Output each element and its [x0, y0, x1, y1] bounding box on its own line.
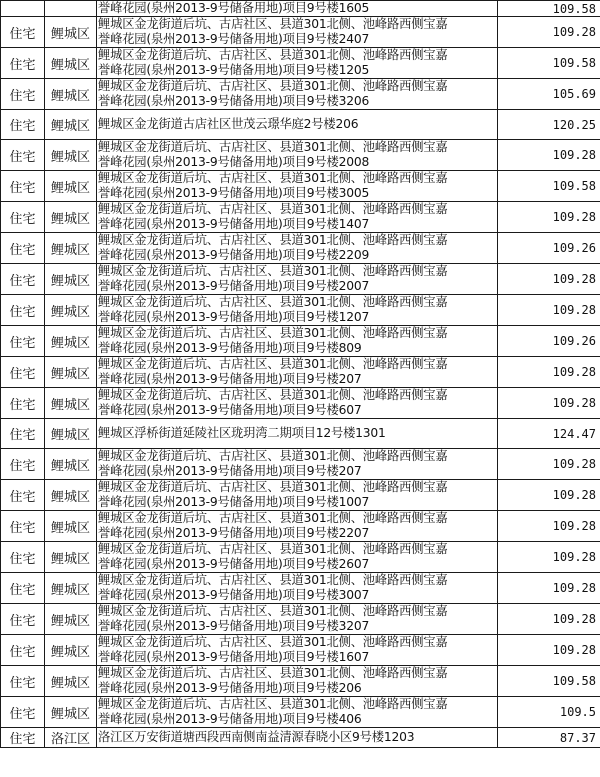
property-type-cell: 住宅 [1, 202, 45, 233]
property-type-cell: 住宅 [1, 17, 45, 48]
property-type-cell: 住宅 [1, 728, 45, 748]
location-cell [97, 511, 498, 542]
location-cell [97, 233, 498, 264]
location-cell [97, 48, 498, 79]
location-line: 鲤城区金龙街道后坑、古店社区、县道301北侧、池峰路西侧宝嘉 [98, 542, 448, 556]
area-cell: 109.26 [498, 233, 600, 264]
area-cell: 87.37 [498, 728, 600, 748]
location-line: 誉峰花园(泉州2013-9号储备用地)项目9号楼809 [98, 341, 362, 355]
district-cell: 鲤城区 [45, 357, 97, 388]
area-cell: 109.28 [498, 17, 600, 48]
location-line: 鲤城区金龙街道后坑、古店社区、县道301北侧、池峰路西侧宝嘉 [98, 666, 448, 680]
district-cell: 鲤城区 [45, 202, 97, 233]
table-row [1, 604, 600, 635]
table-row [1, 419, 600, 449]
location-cell [97, 666, 498, 697]
district-cell: 鲤城区 [45, 480, 97, 511]
location-cell [97, 1, 498, 17]
district-cell: 鲤城区 [45, 697, 97, 728]
table-row [1, 1, 600, 17]
location-line: 鲤城区金龙街道后坑、古店社区、县道301北侧、池峰路西侧宝嘉 [98, 264, 448, 278]
location-line: 誉峰花园(泉州2013-9号储备用地)项目9号楼2207 [98, 526, 370, 540]
property-type-cell: 住宅 [1, 419, 45, 449]
location-line: 鲤城区金龙街道后坑、古店社区、县道301北侧、池峰路西侧宝嘉 [98, 48, 448, 62]
property-type-cell: 住宅 [1, 388, 45, 419]
location-cell [97, 171, 498, 202]
table-row [1, 449, 600, 480]
location-line: 誉峰花园(泉州2013-9号储备用地)项目9号楼1407 [98, 217, 370, 231]
table-row [1, 542, 600, 573]
location-cell [97, 573, 498, 604]
location-cell [97, 202, 498, 233]
property-type-cell: 住宅 [1, 635, 45, 666]
location-cell [97, 110, 498, 140]
area-cell: 109.28 [498, 542, 600, 573]
location-line: 鲤城区金龙街道后坑、古店社区、县道301北侧、池峰路西侧宝嘉 [98, 449, 448, 463]
location-line: 誉峰花园(泉州2013-9号储备用地)项目9号楼2407 [98, 32, 370, 46]
location-line: 誉峰花园(泉州2013-9号储备用地)项目9号楼1207 [98, 310, 370, 324]
location-line: 鲤城区金龙街道后坑、古店社区、县道301北侧、池峰路西侧宝嘉 [98, 79, 448, 93]
location-cell [97, 728, 498, 748]
table-row [1, 295, 600, 326]
location-line: 誉峰花园(泉州2013-9号储备用地)项目9号楼406 [98, 712, 362, 726]
location-line: 誉峰花园(泉州2013-9号储备用地)项目9号楼3005 [98, 186, 370, 200]
location-cell [97, 17, 498, 48]
location-line: 鲤城区金龙街道后坑、古店社区、县道301北侧、池峰路西侧宝嘉 [98, 171, 448, 185]
location-cell [97, 635, 498, 666]
table-row [1, 635, 600, 666]
area-cell: 109.28 [498, 573, 600, 604]
table-row [1, 697, 600, 728]
area-cell: 109.28 [498, 388, 600, 419]
location-cell [97, 388, 498, 419]
location-line: 誉峰花园(泉州2013-9号储备用地)项目9号楼607 [98, 403, 362, 417]
area-cell: 109.28 [498, 449, 600, 480]
table-row [1, 326, 600, 357]
district-cell: 鲤城区 [45, 17, 97, 48]
table-row [1, 110, 600, 140]
location-line: 鲤城区金龙街道后坑、古店社区、县道301北侧、池峰路西侧宝嘉 [98, 697, 448, 711]
property-type-cell: 住宅 [1, 697, 45, 728]
district-cell: 鲤城区 [45, 419, 97, 449]
district-cell: 鲤城区 [45, 326, 97, 357]
table-row [1, 264, 600, 295]
property-type-cell: 住宅 [1, 79, 45, 110]
location-line: 誉峰花园(泉州2013-9号储备用地)项目9号楼207 [98, 372, 362, 386]
property-type-cell: 住宅 [1, 140, 45, 171]
district-cell: 鲤城区 [45, 233, 97, 264]
district-cell: 鲤城区 [45, 511, 97, 542]
location-cell [97, 697, 498, 728]
location-line: 鲤城区金龙街道后坑、古店社区、县道301北侧、池峰路西侧宝嘉 [98, 17, 448, 31]
area-cell: 109.26 [498, 326, 600, 357]
location-cell [97, 449, 498, 480]
location-line: 誉峰花园(泉州2013-9号储备用地)项目9号楼3007 [98, 588, 370, 602]
area-cell: 105.69 [498, 79, 600, 110]
district-cell: 鲤城区 [45, 604, 97, 635]
table-row [1, 17, 600, 48]
location-cell [97, 419, 498, 449]
table-row [1, 573, 600, 604]
table-row [1, 202, 600, 233]
location-line: 誉峰花园(泉州2013-9号储备用地)项目9号楼206 [98, 681, 362, 695]
location-line: 誉峰花园(泉州2013-9号储备用地)项目9号楼2209 [98, 248, 370, 262]
area-cell: 109.58 [498, 1, 600, 17]
property-type-cell: 住宅 [1, 604, 45, 635]
table-row [1, 79, 600, 110]
area-cell: 109.58 [498, 48, 600, 79]
location-cell [97, 357, 498, 388]
district-cell: 鲤城区 [45, 48, 97, 79]
location-line: 誉峰花园(泉州2013-9号储备用地)项目9号楼2007 [98, 279, 370, 293]
location-cell [97, 79, 498, 110]
location-line: 鲤城区金龙街道后坑、古店社区、县道301北侧、池峰路西侧宝嘉 [98, 511, 448, 525]
location-line: 鲤城区金龙街道后坑、古店社区、县道301北侧、池峰路西侧宝嘉 [98, 140, 448, 154]
location-line: 鲤城区金龙街道后坑、古店社区、县道301北侧、池峰路西侧宝嘉 [98, 202, 448, 216]
location-line: 鲤城区金龙街道古店社区世茂云璟华庭2号楼206 [98, 117, 359, 131]
location-line: 誉峰花园(泉州2013-9号储备用地)项目9号楼3207 [98, 619, 370, 633]
property-type-cell: 住宅 [1, 511, 45, 542]
district-cell: 鲤城区 [45, 388, 97, 419]
location-line: 誉峰花园(泉州2013-9号储备用地)项目9号楼207 [98, 464, 362, 478]
location-line: 誉峰花园(泉州2013-9号储备用地)项目9号楼2607 [98, 557, 370, 571]
district-cell: 鲤城区 [45, 542, 97, 573]
location-line: 鲤城区金龙街道后坑、古店社区、县道301北侧、池峰路西侧宝嘉 [98, 388, 448, 402]
table-row [1, 480, 600, 511]
district-cell: 鲤城区 [45, 79, 97, 110]
location-cell [97, 140, 498, 171]
property-type-cell: 住宅 [1, 326, 45, 357]
property-type-cell: 住宅 [1, 449, 45, 480]
location-cell [97, 480, 498, 511]
location-line: 誉峰花园(泉州2013-9号储备用地)项目9号楼3206 [98, 94, 370, 108]
table-row [1, 171, 600, 202]
property-type-cell: 住宅 [1, 110, 45, 140]
district-cell [45, 1, 97, 17]
district-cell: 鲤城区 [45, 110, 97, 140]
table-row [1, 666, 600, 697]
table-row [1, 233, 600, 264]
area-cell: 120.25 [498, 110, 600, 140]
property-type-cell: 住宅 [1, 666, 45, 697]
property-type-cell: 住宅 [1, 295, 45, 326]
area-cell: 109.5 [498, 697, 600, 728]
district-cell: 鲤城区 [45, 295, 97, 326]
district-cell: 鲤城区 [45, 171, 97, 202]
area-cell: 109.28 [498, 295, 600, 326]
area-cell: 109.28 [498, 511, 600, 542]
location-line: 鲤城区浮桥街道延陵社区珑玥湾二期项目12号楼1301 [98, 426, 386, 440]
location-line: 鲤城区金龙街道后坑、古店社区、县道301北侧、池峰路西侧宝嘉 [98, 635, 448, 649]
property-type-cell: 住宅 [1, 357, 45, 388]
table-row [1, 511, 600, 542]
area-cell: 109.28 [498, 264, 600, 295]
location-line: 鲤城区金龙街道后坑、古店社区、县道301北侧、池峰路西侧宝嘉 [98, 480, 448, 494]
property-type-cell: 住宅 [1, 171, 45, 202]
location-line: 鲤城区金龙街道后坑、古店社区、县道301北侧、池峰路西侧宝嘉 [98, 326, 448, 340]
district-cell: 鲤城区 [45, 449, 97, 480]
district-cell: 鲤城区 [45, 140, 97, 171]
area-cell: 109.28 [498, 202, 600, 233]
location-line: 鲤城区金龙街道后坑、古店社区、县道301北侧、池峰路西侧宝嘉 [98, 573, 448, 587]
area-cell: 109.28 [498, 140, 600, 171]
location-line: 鲤城区金龙街道后坑、古店社区、县道301北侧、池峰路西侧宝嘉 [98, 295, 448, 309]
location-cell [97, 264, 498, 295]
area-cell: 109.28 [498, 480, 600, 511]
property-type-cell: 住宅 [1, 542, 45, 573]
location-cell [97, 604, 498, 635]
table-row [1, 728, 600, 748]
location-line: 鲤城区金龙街道后坑、古店社区、县道301北侧、池峰路西侧宝嘉 [98, 357, 448, 371]
district-cell: 鲤城区 [45, 573, 97, 604]
area-cell: 109.58 [498, 171, 600, 202]
location-line: 誉峰花园(泉州2013-9号储备用地)项目9号楼1007 [98, 495, 370, 509]
area-cell: 109.28 [498, 604, 600, 635]
area-cell: 109.28 [498, 357, 600, 388]
district-cell: 洛江区 [45, 728, 97, 748]
location-line: 鲤城区金龙街道后坑、古店社区、县道301北侧、池峰路西侧宝嘉 [98, 604, 448, 618]
location-cell [97, 295, 498, 326]
location-cell [97, 326, 498, 357]
table-row [1, 140, 600, 171]
location-line: 誉峰花园(泉州2013-9号储备用地)项目9号楼1607 [98, 650, 370, 664]
table-row [1, 48, 600, 79]
area-cell: 109.28 [498, 635, 600, 666]
area-cell: 109.58 [498, 666, 600, 697]
table-row [1, 357, 600, 388]
location-line: 鲤城区金龙街道后坑、古店社区、县道301北侧、池峰路西侧宝嘉 [98, 233, 448, 247]
property-type-cell: 住宅 [1, 48, 45, 79]
district-cell: 鲤城区 [45, 666, 97, 697]
district-cell: 鲤城区 [45, 264, 97, 295]
area-cell: 124.47 [498, 419, 600, 449]
property-type-cell [1, 1, 45, 17]
property-type-cell: 住宅 [1, 573, 45, 604]
location-cell [97, 542, 498, 573]
table-row [1, 388, 600, 419]
location-line: 洛江区万安街道塘西段西南侧南益清源春晓小区9号楼1203 [98, 730, 415, 744]
district-cell: 鲤城区 [45, 635, 97, 666]
property-type-cell: 住宅 [1, 264, 45, 295]
location-line: 誉峰花园(泉州2013-9号储备用地)项目9号楼1605 [98, 1, 370, 15]
property-type-cell: 住宅 [1, 480, 45, 511]
location-line: 誉峰花园(泉州2013-9号储备用地)项目9号楼2008 [98, 155, 370, 169]
property-type-cell: 住宅 [1, 233, 45, 264]
location-line: 誉峰花园(泉州2013-9号储备用地)项目9号楼1205 [98, 63, 370, 77]
